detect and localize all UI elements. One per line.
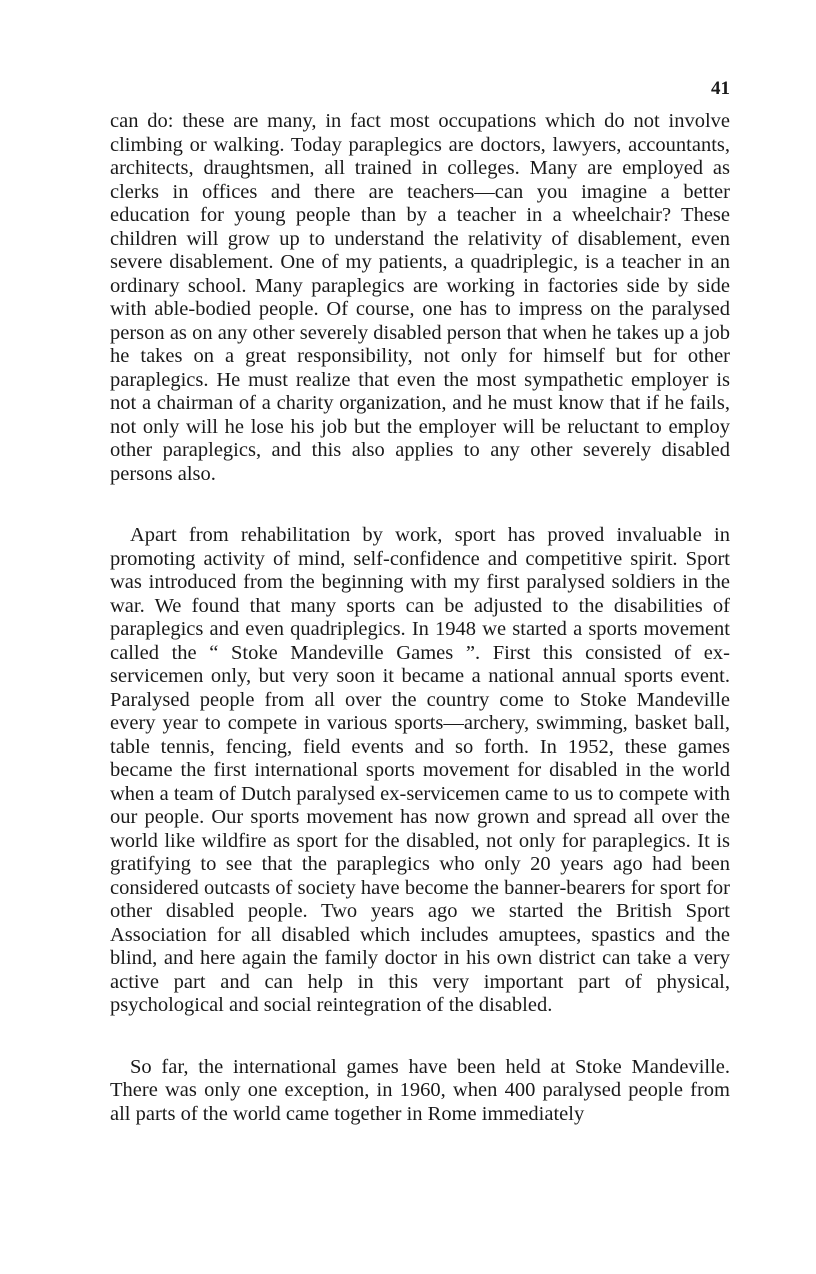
page-number: 41	[711, 78, 730, 99]
paragraph-sport: Apart from rehabilitation by work, sport has proved invaluable in promoting activity of mind, self-confidence and competitive spirit. Sport was introduced from the beginning with my first paralysed soldiers in the war. We found that many sports can be adjusted to the disabilities of paraplegics and even quadriplegics. In 1948 we started a sports movement called the “ Stoke Mandeville Games ”. First this consisted of ex-servicemen only, but very soon it became a national annual sports event. Paralysed people from all over the country come to Stoke Mandeville every year to compete in various sports—archery, swimming, basket ball, table tennis, fencing, field events and so forth. In 1952, these games became the first international sports movement for disabled in the world when a team of Dutch paralysed ex-servicemen came to us to compete with our people. Our sports movement has now grown and spread all over the world like wildfire as sport for the disabled, not only for paraplegics. It is gratifying to see that the paraplegics who only 20 years ago had been considered outcasts of society have become the banner-bearers for sport for other disabled people. Two years ago we started the British Sport Association for all disabled which includes amuptees, spastics and the blind, and here again the family doctor in his own district can take a very active part and can help in this very important part of physical, psychological and social reintegration of the disabled.	[110, 524, 730, 1016]
paragraph-occupations: can do: these are many, in fact most occupations which do not involve climbing or walking. Today paraplegics are doctors, lawyers, accountants, architects, draughtsmen, all trained in colleges. Many are employed as clerks in offices and there are teachers—can you imagine a better education for young people than by a teacher in a wheelchair? These children will grow up to understand the relativity of disablement, even severe disablement. One of my patients, a quadriplegic, is a teacher in an ordinary school. Many paraplegics are working in factories side by side with able-bodied people. Of course, one has to impress on the paralysed person as on any other severely disabled person that when he takes up a job he takes on a great responsibility, not only for himself but for other paraplegics. He must realize that even the most sympathetic employer is not a chairman of a charity organization, and he must know that if he fails, not only will he lose his job but the employer will be reluctant to employ other paraplegics, and this also applies to any other severely disabled persons also.	[110, 110, 730, 485]
paragraph-international-games: So far, the international games have been held at Stoke Mandeville. There was only one exception, in 1960, when 400 paralysed people from all parts of the world came together in Rome immediately	[110, 1055, 730, 1125]
body-text	[110, 110, 730, 1126]
